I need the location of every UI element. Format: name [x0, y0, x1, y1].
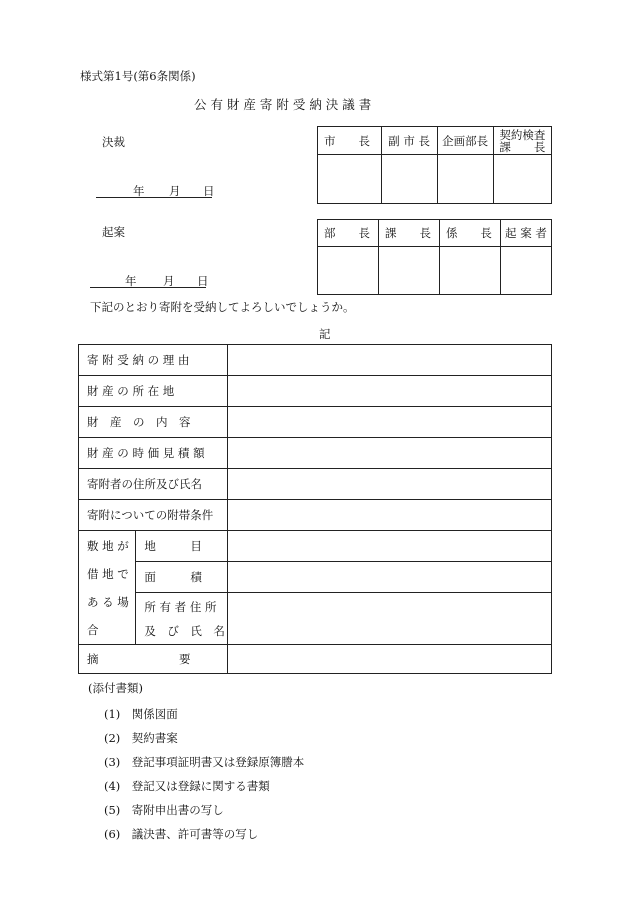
kian-date-underline	[90, 287, 206, 288]
approval-header-cell: 市 長	[318, 127, 382, 155]
table-row	[79, 438, 552, 469]
row-label: 財 産 の 時 価 見 積 額	[79, 438, 228, 469]
stamp-cell[interactable]	[493, 155, 551, 204]
attachment-item: (3) 登記事項証明書又は登録原簿謄本	[104, 755, 305, 769]
value-cell[interactable]	[228, 593, 552, 645]
row-label: 所 有 者 住 所 及 び 氏 名	[136, 593, 228, 645]
approval-table-1	[317, 126, 552, 204]
row-label: 摘 要	[79, 645, 228, 674]
approval-header-cell: 課 長	[378, 220, 439, 247]
row-label: 面 積	[136, 562, 228, 593]
approval-header-cell: 起 案 者	[500, 220, 551, 247]
stamp-cell[interactable]	[318, 155, 382, 204]
attachment-item: (6) 議決書、許可書等の写し	[104, 827, 259, 841]
stamp-cell[interactable]	[378, 247, 439, 295]
row-label: 財 産 の 内 容	[79, 407, 228, 438]
value-cell[interactable]	[228, 562, 552, 593]
table-row	[79, 469, 552, 500]
value-cell[interactable]	[228, 345, 552, 376]
kian-label: 起案	[102, 225, 125, 239]
table-row	[79, 500, 552, 531]
attachments-title: (添付書類)	[88, 681, 143, 695]
kessai-label: 決裁	[102, 135, 125, 149]
leased-land-group-label: 敷 地 が 借 地 で あ る 場 合	[79, 531, 136, 645]
table-row	[79, 345, 552, 376]
stamp-cell[interactable]	[381, 155, 437, 204]
kessai-year-label: 年	[133, 184, 145, 198]
table-row	[79, 407, 552, 438]
approval-header-cell: 企画部長	[437, 127, 493, 155]
approval-header-cell: 係 長	[439, 220, 500, 247]
attachment-item: (1) 関係図面	[104, 707, 178, 721]
row-label: 寄附者の住所及び氏名	[79, 469, 228, 500]
stamp-cell[interactable]	[437, 155, 493, 204]
kian-month-label: 月	[163, 274, 175, 288]
attachment-item: (2) 契約書案	[104, 731, 178, 745]
table-row	[79, 531, 552, 562]
value-cell[interactable]	[228, 407, 552, 438]
kian-year-label: 年	[125, 274, 137, 288]
value-cell[interactable]	[228, 438, 552, 469]
row-label: 寄附についての附帯条件	[79, 500, 228, 531]
kessai-day-label: 日	[203, 184, 215, 198]
kian-day-label: 日	[197, 274, 209, 288]
approval-table-2	[317, 219, 552, 295]
value-cell[interactable]	[228, 500, 552, 531]
stamp-cell[interactable]	[318, 247, 379, 295]
approval-header-cell: 部 長	[318, 220, 379, 247]
row-label: 財 産 の 所 在 地	[79, 376, 228, 407]
stamp-cell[interactable]	[439, 247, 500, 295]
table-row	[79, 376, 552, 407]
value-cell[interactable]	[228, 645, 552, 674]
table-row	[79, 593, 552, 645]
row-label: 地 目	[136, 531, 228, 562]
value-cell[interactable]	[228, 531, 552, 562]
ki-heading: 記	[319, 327, 331, 341]
main-table	[78, 344, 552, 674]
attachment-item: (4) 登記又は登録に関する書類	[104, 779, 270, 793]
table-row	[79, 645, 552, 674]
form-label: 様式第1号(第6条関係)	[80, 69, 196, 83]
row-label: 寄 附 受 納 の 理 由	[79, 345, 228, 376]
value-cell[interactable]	[228, 469, 552, 500]
approval-header-cell: 契約検査 課 長	[493, 127, 551, 155]
value-cell[interactable]	[228, 376, 552, 407]
kessai-date-underline	[96, 197, 212, 198]
page-title: 公 有 財 産 寄 附 受 納 決 議 書	[194, 97, 372, 112]
approval-header-cell: 副 市 長	[381, 127, 437, 155]
stamp-cell[interactable]	[500, 247, 551, 295]
attachment-item: (5) 寄附申出書の写し	[104, 803, 224, 817]
intro-text: 下記のとおり寄附を受納してよろしいでしょうか。	[90, 300, 355, 314]
table-row	[79, 562, 552, 593]
kessai-month-label: 月	[169, 184, 181, 198]
